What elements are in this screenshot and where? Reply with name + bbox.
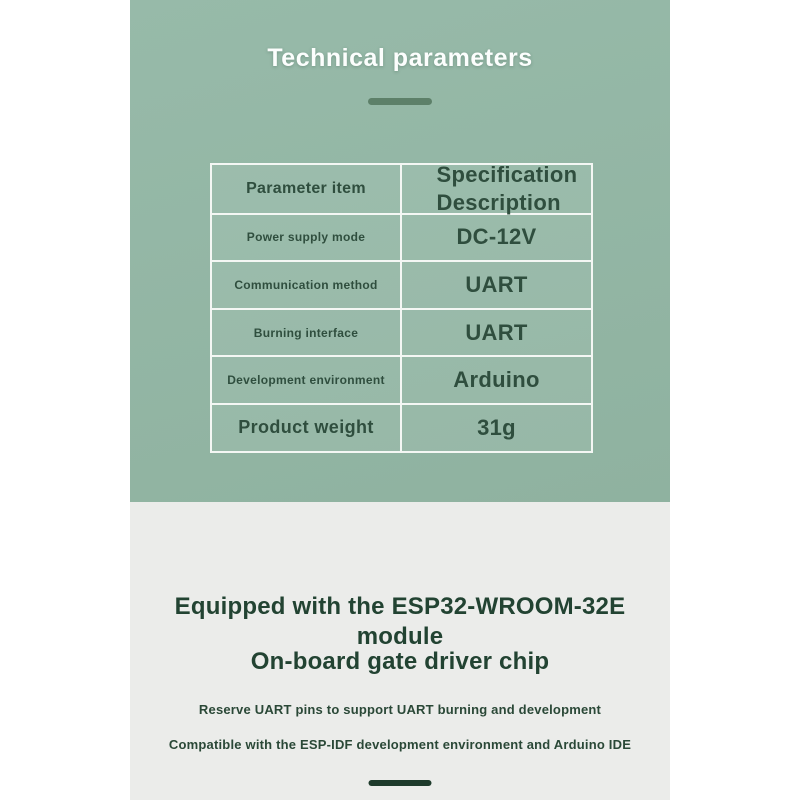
features-section bbox=[130, 502, 670, 800]
column-header-label: Specification Description bbox=[436, 162, 578, 215]
parameter-item-label: Power supply mode bbox=[246, 230, 366, 245]
footer-accent-bar bbox=[369, 780, 432, 786]
feature-headline-driver-chip: On-board gate driver chip bbox=[250, 648, 550, 675]
technical-parameters-section bbox=[130, 0, 670, 502]
specification-value: DC-12V bbox=[456, 224, 537, 250]
column-header-specification-description bbox=[402, 162, 591, 215]
table-header-row bbox=[212, 162, 591, 215]
table-row-burning-interface bbox=[212, 308, 591, 356]
parameter-item-label: Burning interface bbox=[253, 325, 359, 340]
column-header-parameter-item bbox=[212, 165, 402, 213]
title-underline-bar bbox=[368, 98, 432, 105]
specification-value: UART bbox=[465, 319, 528, 345]
table-row-development-environment bbox=[212, 355, 591, 403]
parameter-item-cell bbox=[212, 215, 402, 261]
parameter-item-cell bbox=[212, 357, 402, 403]
specification-value: 31g bbox=[477, 414, 516, 440]
specification-value-cell bbox=[402, 262, 591, 308]
parameter-item-label: Product weight bbox=[238, 417, 374, 438]
specification-value-cell bbox=[402, 310, 591, 356]
specification-value-cell bbox=[402, 357, 591, 403]
table-row-power-supply bbox=[212, 213, 591, 261]
feature-subline-uart-pins: Reserve UART pins to support UART burning and development bbox=[198, 702, 602, 717]
specification-value-cell bbox=[402, 405, 591, 451]
feature-headline-module: Equipped with the ESP32-WROOM-32E module bbox=[174, 593, 626, 650]
specification-value: Arduino bbox=[453, 367, 540, 393]
specification-value: UART bbox=[465, 271, 528, 297]
specification-value-cell bbox=[402, 215, 591, 261]
parameters-table bbox=[210, 163, 593, 453]
parameter-item-cell bbox=[212, 310, 402, 356]
page-title: Technical parameters bbox=[267, 44, 533, 72]
parameter-item-cell bbox=[212, 262, 402, 308]
parameter-item-label: Communication method bbox=[234, 277, 378, 292]
table-row-communication-method bbox=[212, 260, 591, 308]
parameter-item-label: Development environment bbox=[227, 373, 385, 388]
table-row-product-weight bbox=[212, 403, 591, 451]
column-header-label: Parameter item bbox=[246, 179, 366, 197]
feature-subline-esp-idf: Compatible with the ESP-IDF development environment and Arduino IDE bbox=[168, 737, 632, 752]
parameter-item-cell bbox=[212, 405, 402, 451]
